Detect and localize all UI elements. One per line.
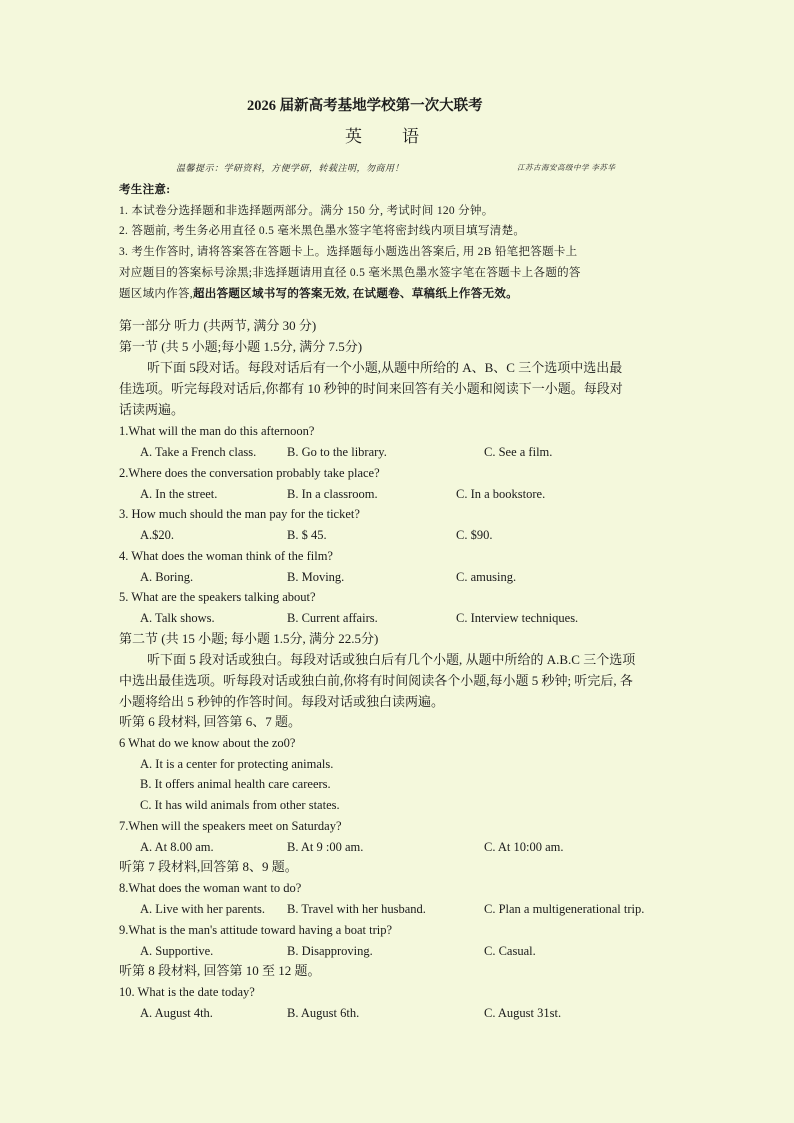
question-8: 8.What does the woman want to do? xyxy=(119,881,302,895)
q3-option-b: B. $ 45. xyxy=(287,528,327,542)
section2-instr-1: 听下面 5 段对话或独白。每段对话或独白后有几个小题, 从题中所给的 A.B.C 三个选项 xyxy=(147,652,636,667)
section1-instr-3: 话读两遍。 xyxy=(119,402,185,417)
q4-option-c: C. amusing. xyxy=(456,570,517,584)
question-9: 9.What is the man's attitude toward having a boat trip? xyxy=(119,923,393,937)
notice-item-3-cont: 对应题目的答案标号涂黑;非选择题请用直径 0.5 毫米黑色墨水签字笔在答题卡上各题的答 xyxy=(119,267,581,279)
notice-item-3-end xyxy=(119,286,518,302)
notice-item-1: 1. 本试卷分选择题和非选择题两部分。满分 150 分, 考试时间 120 分钟。 xyxy=(119,205,494,217)
question-2: 2.Where does the conversation probably take place? xyxy=(119,466,380,480)
notice-item-3-tail: 题区域内作答, xyxy=(119,288,193,300)
q2-option-c: C. In a bookstore. xyxy=(456,487,546,501)
question-1: 1.What will the man do this afternoon? xyxy=(119,424,315,438)
q8-option-c: C. Plan a multigenerational trip. xyxy=(484,902,645,916)
q8-option-a: A. Live with her parents. xyxy=(140,902,265,916)
q1-option-a: A. Take a French class. xyxy=(140,445,257,459)
q7-option-a: A. At 8.00 am. xyxy=(140,840,214,854)
q1-option-b: B. Go to the library. xyxy=(287,445,387,459)
subject-char-2: 语 xyxy=(402,127,419,146)
q6-option-c: C. It has wild animals from other states. xyxy=(140,798,340,812)
q3-option-a: A.$20. xyxy=(140,528,175,542)
q5-option-c: C. Interview techniques. xyxy=(456,611,579,625)
notice-item-2: 2. 答题前, 考生务必用直径 0.5 毫米黑色墨水签字笔将密封线内项目填写清楚。 xyxy=(119,225,526,237)
section1-heading: 第一节 (共 5 小题;每小题 1.5分, 满分 7.5分) xyxy=(119,339,363,354)
question-4: 4. What does the woman think of the film? xyxy=(119,549,333,563)
question-3: 3. How much should the man pay for the ticket? xyxy=(119,507,360,521)
tip-text: 温馨提示：学研资料，方便学研，转载注明，勿商用！ xyxy=(176,163,405,173)
q1-option-c: C. See a film. xyxy=(484,445,553,459)
question-10: 10. What is the date today? xyxy=(119,985,255,999)
subject-char-1: 英 xyxy=(345,127,362,146)
material-6-heading: 听第 6 段材料, 回答第 6、7 题。 xyxy=(119,714,302,729)
q9-option-c: C. Casual. xyxy=(484,944,536,958)
section2-instr-2: 中选出最佳选项。听每段对话或独白前,你将有时间阅读各个小题,每小题 5 秒钟; 听完后, 各 xyxy=(119,673,633,688)
q10-option-b: B. August 6th. xyxy=(287,1006,360,1020)
part1-heading: 第一部分 听力 (共两节, 满分 30 分) xyxy=(119,318,317,333)
q5-option-b: B. Current affairs. xyxy=(287,611,378,625)
q6-option-a: A. It is a center for protecting animals. xyxy=(140,757,334,771)
section1-instr-1: 听下面 5段对话。每段对话后有一个小题,从题中所给的 A、B、C 三个选项中选出最 xyxy=(147,360,623,375)
q10-option-a: A. August 4th. xyxy=(140,1006,213,1020)
q9-option-b: B. Disapproving. xyxy=(287,944,373,958)
exam-title: 2026 届新高考基地学校第一次大联考 xyxy=(247,98,483,114)
notice-item-3: 3. 考生作答时, 请将答案答在答题卡上。选择题每小题选出答案后, 用 2B 铅笔把答题卡上 xyxy=(119,246,578,258)
question-5: 5. What are the speakers talking about? xyxy=(119,590,316,604)
section2-instr-3: 小题将给出 5 秒钟的作答时间。每段对话或独白读两遍。 xyxy=(119,694,445,709)
q9-option-a: A. Supportive. xyxy=(140,944,214,958)
q7-option-b: B. At 9 :00 am. xyxy=(287,840,364,854)
section2-heading: 第二节 (共 15 小题; 每小题 1.5分, 满分 22.5分) xyxy=(119,631,379,646)
q10-option-c: C. August 31st. xyxy=(484,1006,562,1020)
q2-option-a: A. In the street. xyxy=(140,487,218,501)
q8-option-b: B. Travel with her husband. xyxy=(287,902,426,916)
section1-instr-2: 佳选项。听完每段对话后,你都有 10 秒钟的时间来回答有关小题和阅读下一小题。每段对 xyxy=(119,381,623,396)
q5-option-a: A. Talk shows. xyxy=(140,611,215,625)
material-8-heading: 听第 8 段材料, 回答第 10 至 12 题。 xyxy=(119,963,321,978)
question-6: 6 What do we know about the zo0? xyxy=(119,736,296,750)
question-7: 7.When will the speakers meet on Saturday? xyxy=(119,819,342,833)
q6-option-b: B. It offers animal health care careers. xyxy=(140,777,331,791)
q3-option-c: C. $90. xyxy=(456,528,493,542)
tip-source: 江苏古海安高级中学 李苏华 xyxy=(517,163,616,172)
q7-option-c: C. At 10:00 am. xyxy=(484,840,564,854)
material-7-heading: 听第 7 段材料,回答第 8、9 题。 xyxy=(119,859,298,874)
q4-option-b: B. Moving. xyxy=(287,570,345,584)
notice-heading: 考生注意: xyxy=(119,184,171,196)
q4-option-a: A. Boring. xyxy=(140,570,194,584)
q2-option-b: B. In a classroom. xyxy=(287,487,378,501)
notice-bold-warning: 超出答题区域书写的答案无效, 在试题卷、草稿纸上作答无效。 xyxy=(192,288,518,300)
